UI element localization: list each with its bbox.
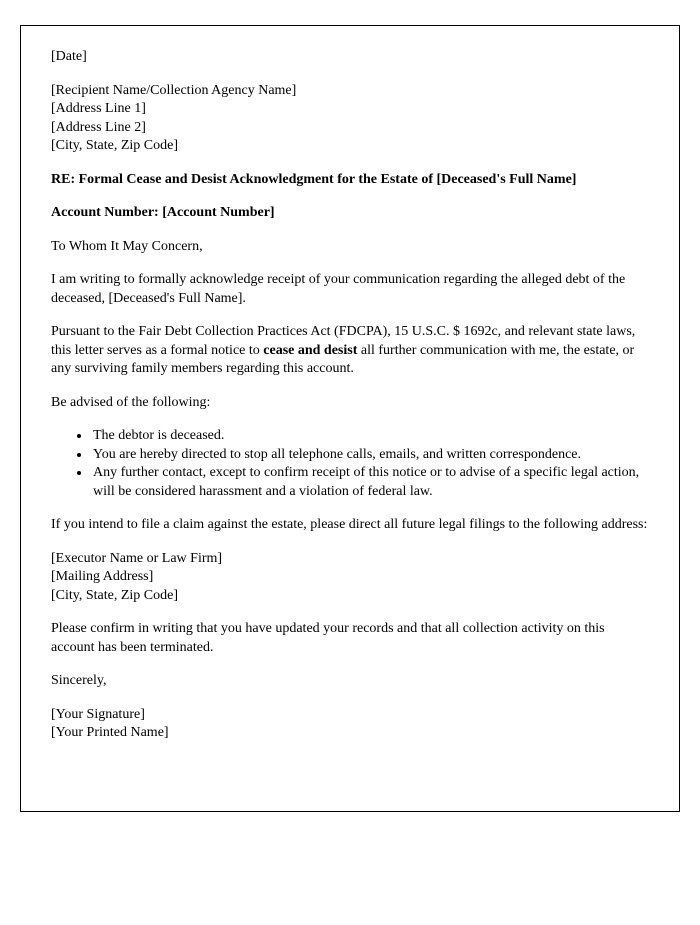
paragraph-fdcpa-notice <box>51 323 651 379</box>
fdcpa-text-pre: Pursuant to the Fair Debt Collection Practices Act (FDCPA), 15 U.S.C. $ 1692c, and relevant state laws, this letter serves as a formal notice to <box>51 324 636 358</box>
notice-item-debtor-deceased: • The debtor is deceased. <box>91 427 651 446</box>
executor-city-state-zip-line: [City, State, Zip Code] <box>51 587 179 603</box>
subject-line: RE: Formal Cease and Desist Acknowledgment for the Estate of [Deceased's Full Name] <box>51 171 577 187</box>
signature-line: [Your Signature] <box>51 706 145 722</box>
recipient-address-line-2: [Address Line 2] <box>51 119 146 135</box>
signature-block <box>51 706 651 743</box>
paragraph-acknowledgment: I am writing to formally acknowledge receipt of your communication regarding the alleged debt of the deceased, [Deceased's Full Name]. <box>51 272 626 306</box>
fdcpa-text-bold: cease and desist <box>263 342 358 358</box>
executor-name-line: [Executor Name or Law Firm] <box>51 550 223 566</box>
executor-mailing-address-line: [Mailing Address] <box>51 569 154 584</box>
recipient-address-line-1: [Address Line 1] <box>51 101 146 116</box>
fdcpa-text-post: all further communication with me, the estate, or any surviving family members regarding this account. <box>51 342 635 376</box>
salutation: To Whom It May Concern, <box>51 238 203 254</box>
printed-name-line: [Your Printed Name] <box>51 725 169 740</box>
executor-address-block <box>51 550 651 606</box>
paragraph-claim-instructions: If you intend to file a claim against the estate, please direct all future legal filings to the following address: <box>51 517 648 532</box>
notice-item-further-contact: • Any further contact, except to confirm receipt of this notice or to advise of a specific legal action, will be considered harassment and a violation of federal law. <box>91 464 651 501</box>
recipient-city-state-zip-line: [City, State, Zip Code] <box>51 138 179 153</box>
document-page <box>20 25 680 812</box>
recipient-address-block <box>51 82 651 156</box>
letter-body <box>51 48 651 743</box>
paragraph-confirm-request: Please confirm in writing that you have updated your records and that all collection activity on this account has been terminated. <box>51 621 605 655</box>
date-line: [Date] <box>51 49 87 64</box>
notice-list <box>51 427 651 501</box>
notice-item-stop-contact: • You are hereby directed to stop all telephone calls, emails, and written correspondence. <box>91 446 651 465</box>
account-number-line: Account Number: [Account Number] <box>51 205 275 220</box>
recipient-name-line: [Recipient Name/Collection Agency Name] <box>51 82 297 98</box>
closing: Sincerely, <box>51 673 107 688</box>
paragraph-advised-intro: Be advised of the following: <box>51 394 211 410</box>
